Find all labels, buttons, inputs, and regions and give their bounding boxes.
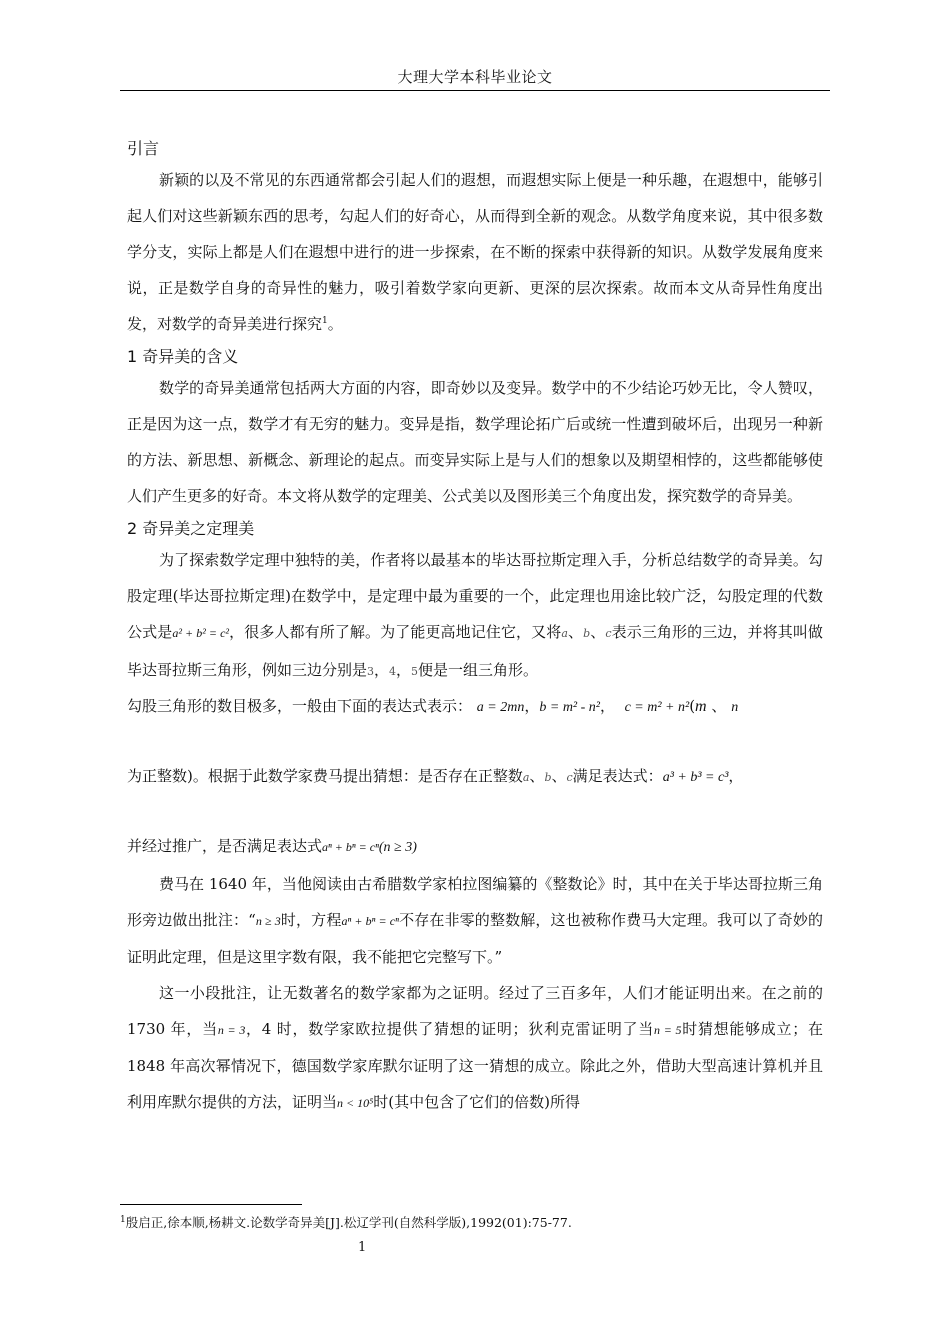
n-equals-5: n = 5 (653, 1023, 682, 1037)
var-c: c (605, 627, 612, 640)
body-content (127, 136, 823, 1121)
sep: 、 (551, 767, 567, 785)
p2-text-a: 费马在 1640 年，当他阅读由古希腊数学家柏拉图编纂的《整数论》时，其中在关于毕达哥拉斯三角形旁边做出批注：“ (127, 875, 823, 929)
intro-text: 新颖的以及不常见的东西通常都会引起人们的遐想，而遐想实际上便是一种乐趣，在遐想中，能够引起人们对这些新颖东西的思考，勾起人们的好奇心，从而得到全新的观念。从数学角度来说，其中很多数学分支，实际上都是人们在遐想中进行的进一步探索，在不断的探索中获得新的知识。从数学发展角度来说，正是数学自身的奇异性的魅力，吸引着数学家向更新、更深的层次探索。故而本文从奇异性角度出发，对数学的奇异美进行探究 (127, 171, 823, 333)
p2-text-b: 时，方程 (280, 911, 342, 929)
section2-paragraph2 (127, 866, 823, 975)
generalization-line (127, 834, 823, 860)
s2-text-b: ，很多人都有所了解。为了能更高地记住它，又将 (229, 623, 562, 641)
section1-heading: 1 奇异美的含义 (127, 347, 239, 366)
header-rule (120, 90, 830, 91)
s2-text-a: 为了探索数学定理中独特的美，作者将以最基本的毕达哥拉斯定理入手，分析总结数学的奇异美。勾股定理(毕达哥拉斯定理)在数学中，是定理中最为重要的一个，此定理也用途比较广泛，勾股定理的代数公式是 (127, 551, 823, 641)
s2-text-d: 便是一组三角形。 (418, 661, 539, 679)
p3-text-c: 时猜想能够成立；在 1848 年高次幂情况下，德国数学家库默尔证明了这一猜想的成立。除此之外，借助大型高速计算机并且利用库默尔提供的方法，证明当 (127, 1020, 823, 1111)
fq-text-c: ， (728, 767, 744, 785)
spacer (127, 720, 823, 764)
sep: 、 (567, 623, 584, 641)
sep: 、 (711, 697, 727, 715)
cube-formula: a³ + b³ = c³ (662, 770, 729, 785)
pythagoras-formula: a² + b² = c² (172, 626, 230, 640)
comma: ， (374, 661, 390, 679)
var-b: b (544, 771, 552, 784)
intro-end: 。 (327, 315, 343, 333)
var-a: a (522, 771, 530, 784)
spacer (127, 790, 823, 834)
sep: 、 (590, 623, 606, 641)
intro-heading: 引言 (127, 139, 160, 158)
footnote-rule (120, 1204, 302, 1205)
gen-intro: 勾股三角形的数目极多，一般由下面的表达式表示： (127, 697, 473, 715)
p3-text-a: 这一小段批注，让无数著名的数学家都为之证明。经过了三百多年，人们才能证明出来。在之前的 1730 年，当 (127, 984, 823, 1038)
p2-text-c: 不存在非零的整数解，这也被称作费马大定理。我可以了奇妙的证明此定理，但是这里字数有限，我不能把它完整写下。” (127, 911, 824, 966)
footnote-ref[interactable]: 1 (322, 316, 328, 326)
p3-text-b: ，4 时，数学家欧拉提供了猜想的证明；狄利克雷证明了当 (245, 1020, 654, 1038)
formula-a: a = 2mn (476, 700, 525, 715)
num-3: 3 (367, 665, 375, 678)
var-a: a (561, 627, 568, 640)
fq-text-b: 满足表达式： (572, 767, 663, 785)
num-5: 5 (411, 665, 419, 678)
var-c: c (566, 771, 573, 784)
sep: ， (524, 697, 540, 715)
paren: ( (689, 697, 696, 715)
footnote-mark: 1 (120, 1214, 126, 1225)
section2-heading: 2 奇异美之定理美 (127, 519, 255, 538)
comma: ， (396, 661, 412, 679)
p3-text-d: 时(其中包含了它们的倍数)所得 (373, 1093, 581, 1111)
fq-text-a: 为正整数)。根据于此数学家费马提出猜想：是否存在正整数 (127, 767, 523, 785)
num-4: 4 (389, 665, 397, 678)
formula-c: c = m² + n² (624, 700, 690, 715)
fermat-equation: aⁿ + bⁿ = cⁿ (341, 914, 399, 928)
sep: 、 (529, 767, 545, 785)
footnote (120, 1213, 572, 1231)
fermat-question-line (127, 764, 823, 790)
var-b: b (583, 627, 591, 640)
general-formula: aⁿ + bⁿ = cⁿ (322, 840, 379, 854)
n-less-than: n < 10⁵ (337, 1096, 374, 1110)
s2-text-c: 表示三角形的三边，并将其叫做毕达哥拉斯三角形，例如三边分别是 (127, 623, 823, 679)
condition-n: n ≥ 3 (255, 914, 281, 928)
n-equals-3: n = 3 (217, 1023, 246, 1037)
generator-line (127, 694, 823, 720)
sep: ， (600, 697, 616, 715)
section2-paragraph3 (127, 975, 823, 1121)
general-condition: (n ≥ 3) (378, 840, 417, 855)
var-m: m (695, 698, 707, 715)
formula-b: b = m² - n² (539, 700, 600, 715)
section2-paragraph1 (127, 542, 823, 690)
var-n: n (731, 700, 739, 715)
running-header: 大理大学本科毕业论文 (397, 68, 553, 86)
intro-paragraph (127, 162, 823, 342)
gl-text: 并经过推广，是否满足表达式 (127, 837, 323, 855)
section1-paragraph: 数学的奇异美通常包括两大方面的内容，即奇妙以及变异。数学中的不少结论巧妙无比，令人赞叹，正是因为这一点，数学才有无穷的魅力。变异是指，数学理论拓广后或统一性遭到破坏后，出现另一种新的方法、新思想、新概念、新理论的起点。而变异实际上是与人们的想象以及期望相悖的，这些都能够使人们产生更多的好奇。本文将从数学的定理美、公式美以及图形美三个角度出发，探究数学的奇异美。 (127, 379, 823, 505)
page-number: 1 (358, 1240, 367, 1255)
footnote-text: 殷启正,徐本顺,杨耕文.论数学奇异美[J].松辽学刊(自然科学版),1992(01):75-77. (125, 1215, 572, 1230)
